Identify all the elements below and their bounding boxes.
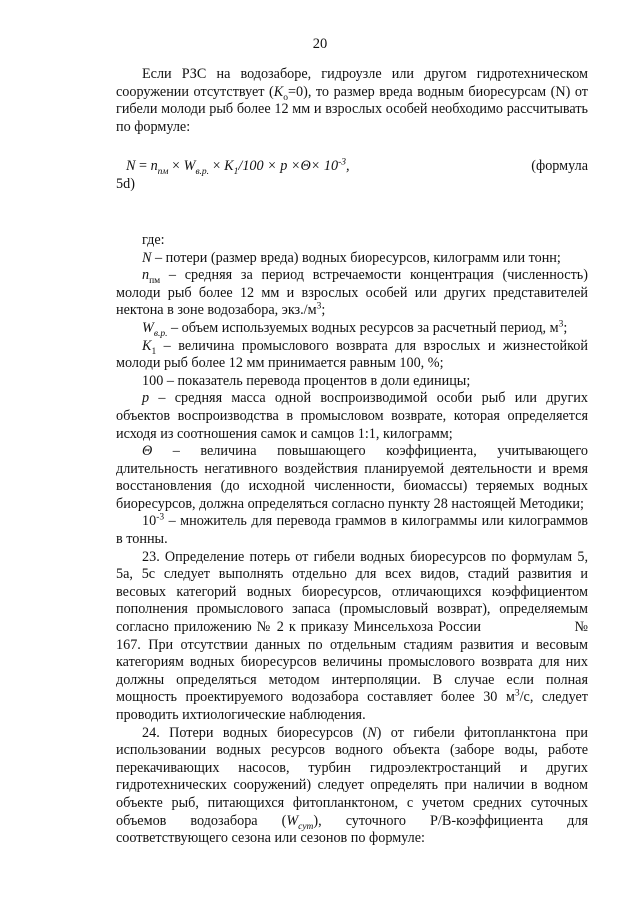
formula-times-2: × — [209, 158, 225, 175]
order-number: № 167. — [116, 619, 588, 653]
legend-k1-sub: 1 — [151, 346, 157, 357]
clause-23-text-2: При отсутствии данных по отдельным стадиям развития и весовым категориям водных биоресурсов величины промыслового возврата для них должны определяться методом интерполяции. В случае если полная мощность проектируемого водозабора составляет более 30 м — [116, 636, 588, 706]
legend-n — [116, 250, 588, 268]
legend-theta-symbol: Θ — [142, 443, 153, 460]
page-number: 20 — [312, 36, 328, 52]
intro-text-end: =0), то размер вреда водным биоресурсам (N) от гибели молоди рыб более 12 мм и взрослых особей необходимо рассчитывать по формуле: — [116, 83, 588, 135]
formula-w: W — [183, 158, 196, 175]
legend-ten-base: 10 — [142, 513, 157, 530]
legend-w-text: – объем используемых водных ресурсов за расчетный период, м — [167, 319, 559, 336]
page-body — [116, 66, 588, 848]
legend-hundred: 100 – показатель перевода процентов в доли единицы; — [142, 372, 471, 389]
clause-24-n-symbol: N — [367, 724, 377, 741]
intro-paragraph — [116, 66, 588, 136]
legend-n-pm-exp: 3 — [316, 301, 322, 312]
legend-ten-text: – множитель для перевода граммов в килограммы или килограммов в тонны. — [116, 513, 588, 548]
legend-w — [116, 320, 588, 338]
formula-exponent: -3 — [338, 157, 346, 168]
legend-k1 — [116, 338, 588, 373]
legend-w-symbol: W — [142, 319, 154, 336]
formula-comma: , — [345, 158, 350, 175]
formula-label-close: 5d) — [116, 176, 135, 193]
formula-k-sub: 1 — [233, 167, 239, 178]
clause-24-w-symbol: W — [286, 812, 299, 829]
legend-k1-text: – величина промыслового возврата для взрослых и жизнестойкой молоди рыб более 12 мм принимается равным 100, %; — [116, 337, 588, 372]
legend-n-text: – потери (размер вреда) водных биоресурсов, килограмм или тонн; — [151, 249, 561, 266]
legend-n-pm-sub: пм — [149, 275, 161, 286]
legend-ten — [116, 513, 588, 548]
formula-label-open: (формула — [531, 158, 588, 175]
legend-k1-symbol: K — [142, 337, 152, 354]
formula-n-pm: n — [150, 158, 158, 175]
legend-n-symbol: N — [142, 249, 152, 266]
formula-equals: = — [135, 158, 151, 175]
formula-times-1: × — [168, 158, 184, 175]
formula-k: K — [224, 158, 234, 175]
clause-23-text-3: /с, следует проводить ихтиологические наблюдения. — [116, 689, 588, 723]
clause-23-unit-exp: 3 — [514, 688, 520, 699]
legend-n-pm-end: ; — [321, 302, 326, 319]
legend-n-pm-symbol: n — [142, 267, 150, 284]
clause-24-w-sub: сут — [298, 821, 314, 832]
formula-w-sub: в.р. — [195, 167, 210, 178]
where-label: где: — [142, 231, 165, 248]
k-o-symbol: K — [273, 83, 284, 100]
legend-p — [116, 390, 588, 443]
legend-theta — [116, 443, 588, 513]
formula-expression — [126, 158, 350, 176]
clause-24-text-1: 24. Потери водных биоресурсов ( — [142, 724, 368, 741]
clause-23-text-1: 23. Определение потерь от гибели водных биоресурсов по формулам 5, 5а, 5с следует выполнять отдельно для всех видов, стадий развития и весовых категорий водных биоресурсов, отличающихся коэффициентом пополнения промыслового запаса (промысловый возврат), определяемым согласно приложению № 2 к приказу Минсельхоза России — [116, 548, 588, 636]
legend-w-sub: в.р. — [153, 328, 168, 339]
formula-5d — [116, 158, 588, 176]
clause-23 — [116, 549, 588, 725]
legend-theta-text: – величина повышающего коэффициента, учитывающего длительность негативного воздействия планируемой деятельности и время восстановления (до исходной численности, биомассы) теряемых водных биоресурсов, должна определяться согласно пункту 28 настоящей Методики; — [116, 443, 588, 512]
formula-n: N — [126, 158, 136, 175]
clause-24 — [116, 725, 588, 848]
legend-ten-exp: -3 — [156, 512, 165, 523]
formula-rest: /100 × p ×Θ× 10 — [238, 158, 339, 175]
legend-p-symbol: p — [142, 390, 150, 407]
legend-p-text: – средняя масса одной воспроизводимой особи рыб или других объектов воспроизводства в промысловом возврате, которая определяется исходя из соотношения самок и самцов 1:1, килограмм; — [116, 390, 588, 442]
clause-24-text-2: ) от гибели фитопланктона при использовании водных ресурсов водного объекта (заборе воды, работе перекачивающих насосов, турбин гидроэлектростанций и других гидротехнических сооружений) следует определять при наличии в водном объекте рыб, питающихся фитопланктоном, с учетом средних суточных объемов водозабора ( — [116, 724, 588, 829]
legend-w-exp: 3 — [558, 319, 564, 330]
legend-n-pm-text: – средняя за период встречаемости концентрация (численность) молоди рыб более 12 мм и взрослых особей или других представителей нектона в зоне водозабора, экз./м — [116, 267, 588, 319]
legend-w-end: ; — [563, 319, 568, 336]
intro-text-start: Если РЗС на водозаборе, гидроузле или другом гидротехническом сооружении отсутствует ( — [116, 66, 588, 100]
clause-24-text-3: ), суточного P/B-коэффициента для соответствующего сезона или сезонов по формуле: — [116, 812, 588, 847]
k-o-subscript: o — [283, 92, 288, 103]
formula-n-pm-sub: пм — [157, 167, 169, 178]
legend-n-pm — [116, 267, 588, 320]
